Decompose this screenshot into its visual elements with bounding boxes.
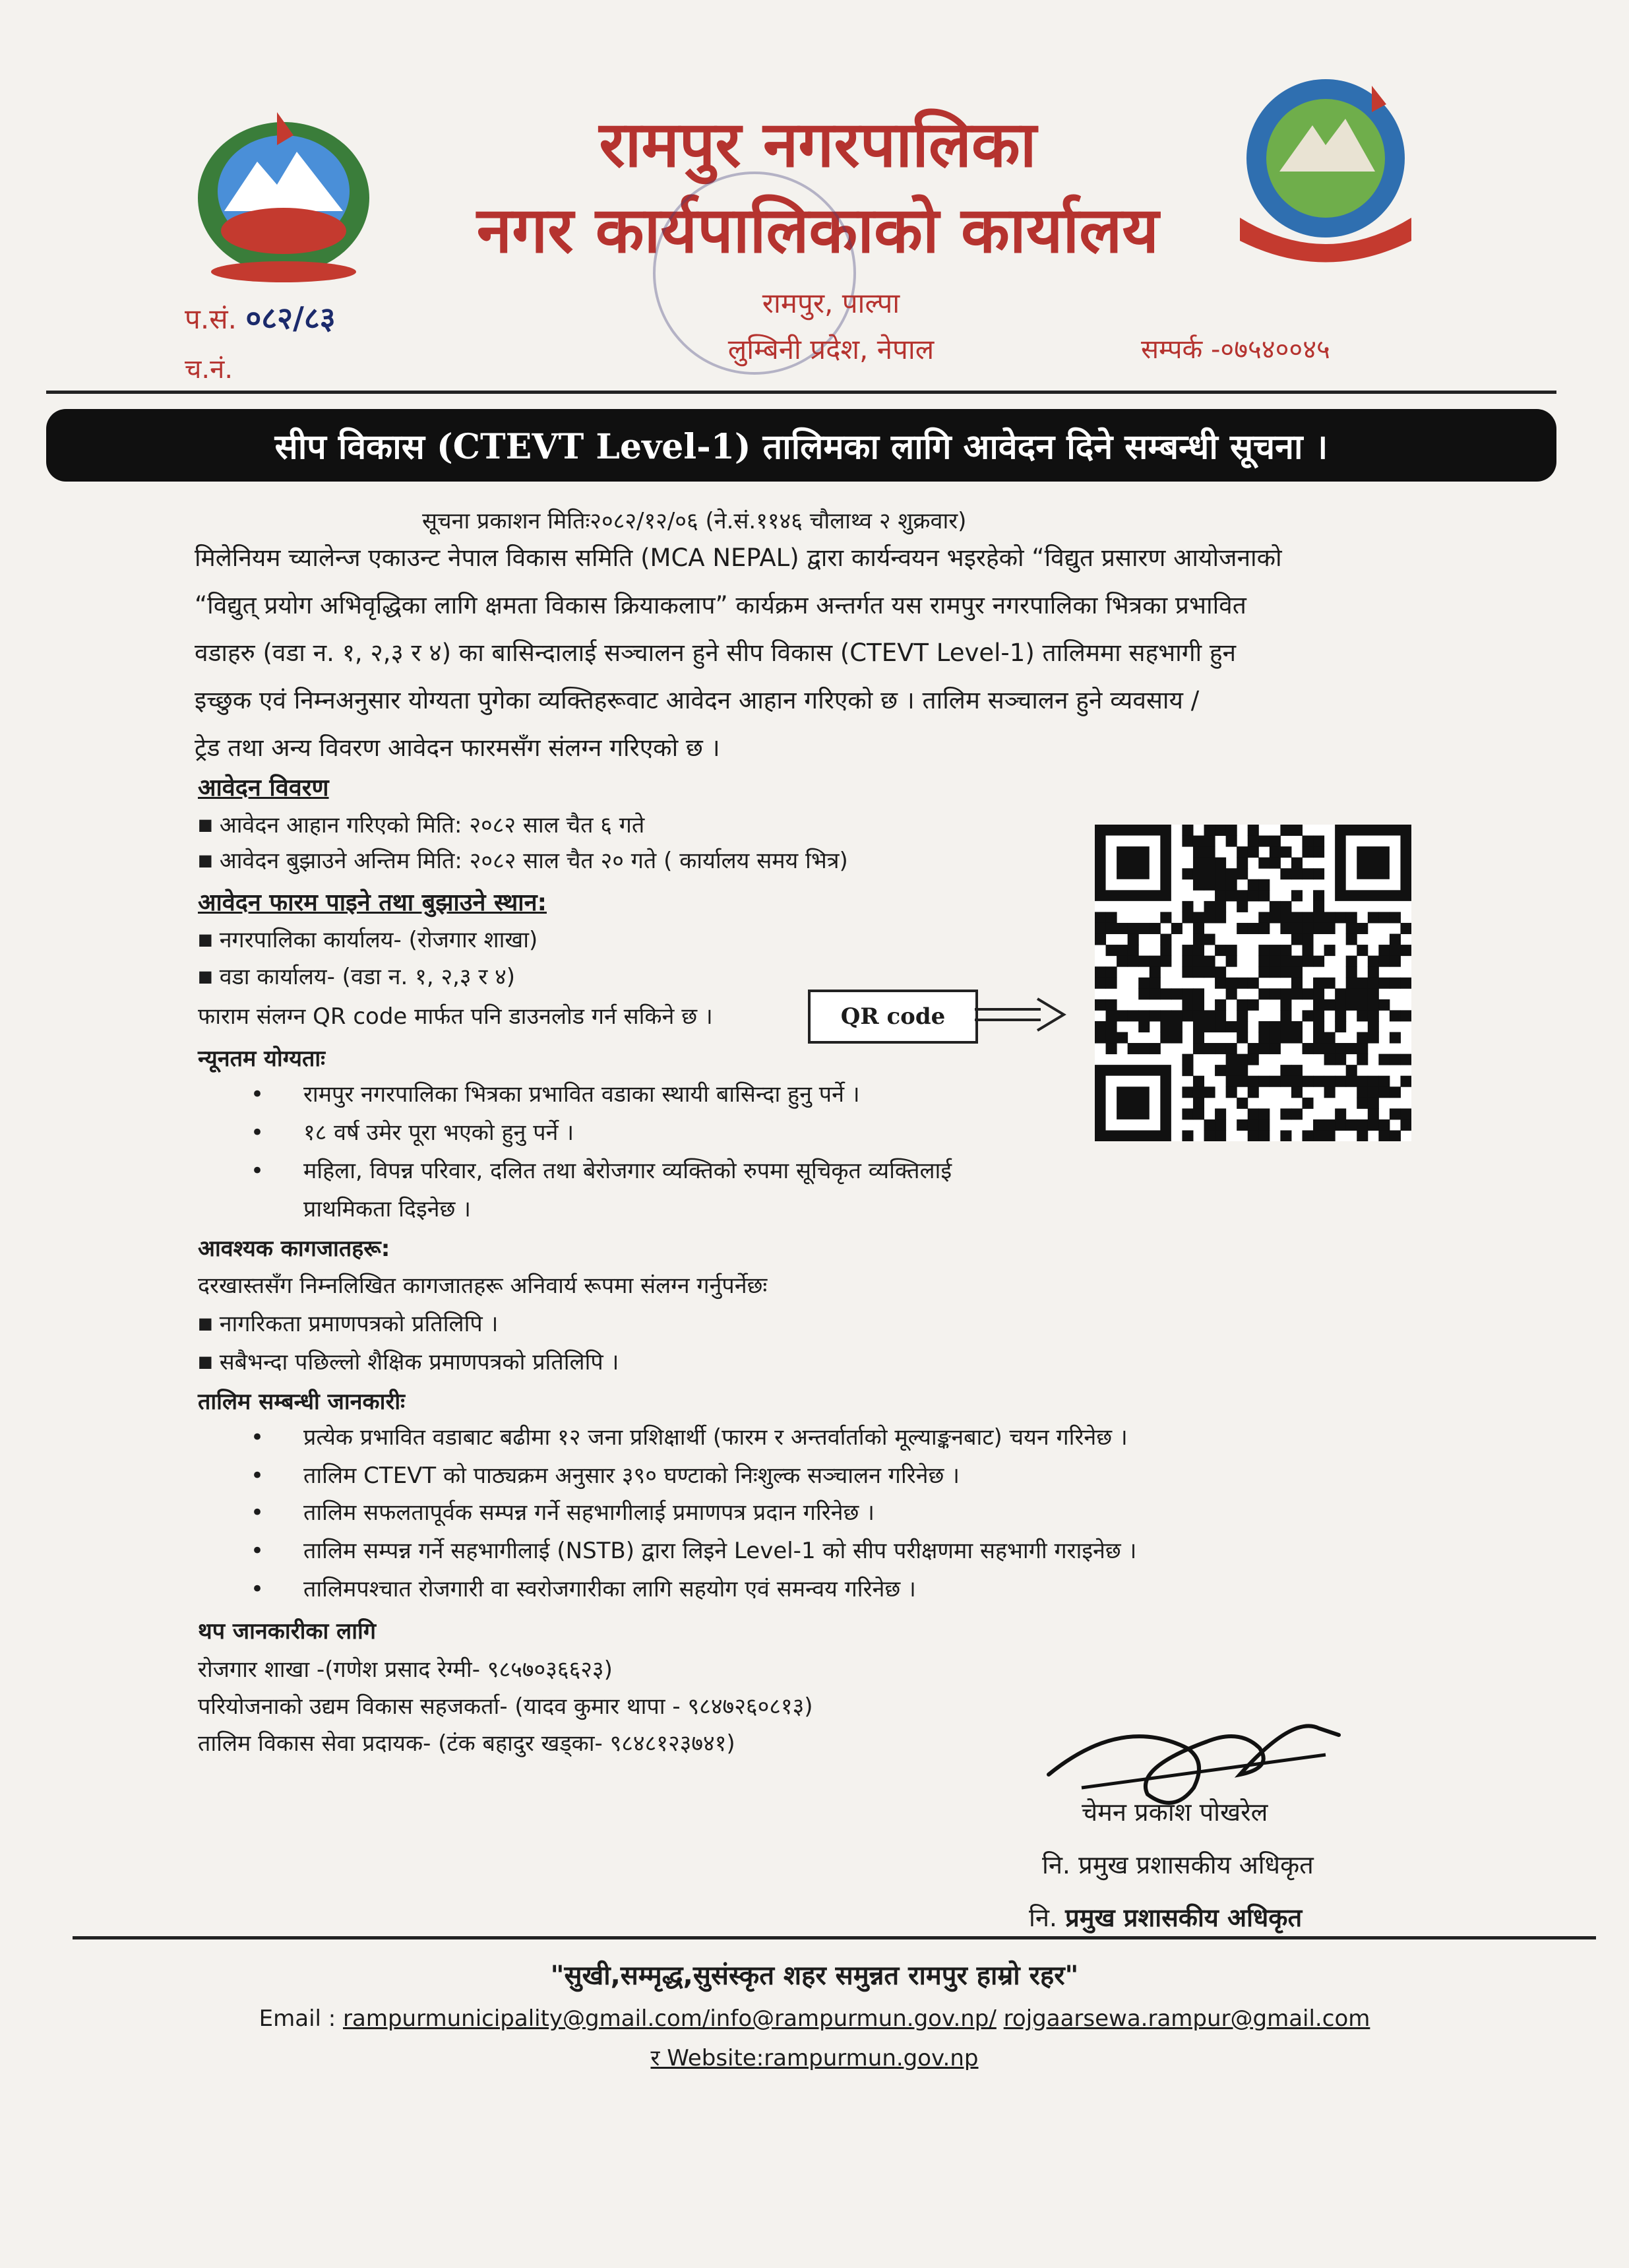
- email-line: Email : rampurmunicipality@gmail.com/info@rampurmun.gov.np/ rojgaarsewa.rampur@gmail.com: [259, 2005, 1370, 2032]
- motto: "सुखी,सम्मृद्ध,सुसंस्कृत शहर समुन्नत रामपुर हाम्रो रहर": [550, 1961, 1079, 1991]
- intro-line: इच्छुक एवं निम्नअनुसार योग्यता पुगेका व्यक्तिहरूवाट आवेदन आहान गरिएको छ । तालिम सञ्चालन हुने व्यवसाय /: [195, 686, 1200, 714]
- email-link-1[interactable]: rampurmunicipality@gmail.com/info@rampurmun.gov.np/: [343, 2005, 997, 2032]
- documents-item: ■ सबैभन्दा पछिल्लो शैक्षिक प्रमाणपत्रको प्रतिलिपि ।: [198, 1346, 619, 1376]
- org-name: रामपुर नगरपालिका: [599, 107, 1037, 181]
- notice-title: सीप विकास (CTEVT Level-1) तालिमका लागि आवेदन दिने सम्बन्धी सूचना ।: [274, 426, 1328, 467]
- arrow-right-icon: [975, 996, 1067, 1033]
- notice-title-banner: [46, 409, 1556, 482]
- office-name: नगर कार्यपालिकाको कार्यालय: [476, 193, 1159, 267]
- intro-line: ट्रेड तथा अन्य विवरण आवेदन फारमसँग संलग्न गरिएको छ ।: [195, 734, 720, 762]
- contact-item: परियोजनाको उद्यम विकास सहजकर्ता- (यादव कुमार थापा - ९८४७२६०८१३): [198, 1693, 813, 1720]
- header-divider: [46, 391, 1556, 394]
- training-heading: तालिम सम्बन्धी जानकारीः: [198, 1389, 406, 1415]
- documents-heading: आवश्यक कागजातहरू:: [198, 1236, 390, 1262]
- contact-number: सम्पर्क -०७५४००४५: [1141, 334, 1330, 365]
- contact-item: रोजगार शाखा -(गणेश प्रसाद रेग्मी- ९८५७०३६६२३): [198, 1656, 613, 1683]
- training-item: • तालिम CTEVT को पाठ्यक्रम अनुसार ३९० घण्टाको निःशुल्क सञ्चालन गरिनेछ ।: [251, 1463, 960, 1489]
- signatory-name: चेमन प्रकाश पोखरेल: [1082, 1798, 1268, 1827]
- qualification-item: • रामपुर नगरपालिका भित्रका प्रभावित वडाका स्थायी बासिन्दा हुनु पर्ने ।: [251, 1081, 860, 1108]
- website-link[interactable]: र Website:rampurmun.gov.np: [650, 2045, 979, 2071]
- contacts-heading: थप जानकारीका लागि: [198, 1618, 376, 1645]
- footer-divider: [73, 1936, 1596, 1939]
- qualification-heading: न्यूनतम योग्यताः: [198, 1046, 326, 1072]
- qualification-item-continued: प्राथमिकता दिइनेछ ।: [303, 1196, 472, 1222]
- intro-line: वडाहरु (वडा न. १, २,३ र ४) का बासिन्दालाई सञ्चालन हुने सीप विकास (CTEVT Level-1) तालिममा सहभागी हुन: [195, 639, 1237, 667]
- publication-date: सूचना प्रकाशन मितिः२०८२/१२/०६ (ने.सं.११४६ चौलाथ्व २ शुक्रवार): [422, 508, 967, 534]
- qualification-item: • महिला, विपन्न परिवार, दलित तथा बेरोजगार व्यक्तिको रुपमा सूचिकृत व्यक्तिलाई: [251, 1158, 952, 1184]
- training-item: • तालिमपश्चात रोजगारी वा स्वरोजगारीका लागि सहयोग एवं समन्वय गरिनेछ ।: [251, 1576, 916, 1602]
- signatory-stamp: नि. प्रमुख प्रशासकीय अधिकृत: [1029, 1903, 1303, 1932]
- municipality-logo-icon: [1214, 73, 1438, 264]
- documents-subheading: दरखास्तसँग निम्नलिखित कागजातहरू अनिवार्य रूपमा संलग्न गर्नुपर्नेछः: [198, 1273, 768, 1299]
- intro-line: “विद्युत् प्रयोग अभिवृद्धिका लागि क्षमता विकास क्रियाकलाप” कार्यक्रम अन्तर्गत यस रामपुर नगरपालिका भित्रका प्रभावित: [195, 591, 1246, 619]
- application-item: ■ आवेदन बुझाउने अन्तिम मिति: २०८२ साल चैत २० गते ( कार्यालय समय भित्र): [198, 844, 848, 875]
- intro-line: मिलेनियम च्यालेन्ज एकाउन्ट नेपाल विकास समिति (MCA NEPAL) द्वारा कार्यन्वयन भइरहेको “विद्युत प्रसारण आयोजनाको: [195, 544, 1282, 572]
- form-location-item: ■ नगरपालिका कार्यालय- (रोजगार शाखा): [198, 924, 538, 954]
- dispatch-number-label: च.नं.: [185, 354, 233, 385]
- form-location-item: ■ वडा कार्यालय- (वडा न. १, २,३ र ४): [198, 961, 515, 991]
- qr-code-icon[interactable]: [1095, 825, 1411, 1141]
- address-line-2: लुम्बिनी प्रदेश, नेपाल: [727, 333, 935, 365]
- intro-paragraph: [195, 534, 1434, 772]
- signatory-title: नि. प्रमुख प्रशासकीय अधिकृत: [1042, 1850, 1314, 1879]
- documents-item: ■ नागरिकता प्रमाणपत्रको प्रतिलिपि ।: [198, 1307, 498, 1338]
- address-line-1: रामपुर, पाल्पा: [762, 287, 900, 319]
- contact-item: तालिम विकास सेवा प्रदायक- (टंक बहादुर खड्का- ९८४८१२३७४१): [198, 1730, 735, 1757]
- qr-code-label: QR code: [808, 990, 978, 1044]
- reference-number: प.सं. ०८२/८३: [185, 300, 336, 336]
- training-item: • तालिम सफलतापूर्वक सम्पन्न गर्ने सहभागीलाई प्रमाणपत्र प्रदान गरिनेछ ।: [251, 1499, 875, 1526]
- application-heading: आवेदन विवरण: [198, 774, 329, 802]
- nepal-emblem-icon: [178, 99, 389, 284]
- qr-note: फाराम संलग्न QR code मार्फत पनि डाउनलोड गर्न सकिने छ ।: [198, 1003, 713, 1030]
- email-link-2[interactable]: rojgaarsewa.rampur@gmail.com: [1003, 2005, 1370, 2032]
- qualification-item: • १८ वर्ष उमेर पूरा भएको हुनु पर्ने ।: [251, 1119, 574, 1146]
- training-item: • प्रत्येक प्रभावित वडाबाट बढीमा १२ जना प्रशिक्षार्थी (फारम र अन्तर्वार्ताको मूल्याङ्कनबाट) चयन गरिनेछ ।: [251, 1424, 1128, 1451]
- training-item: • तालिम सम्पन्न गर्ने सहभागीलाई (NSTB) द्वारा लिइने Level-1 को सीप परीक्षणमा सहभागी गराइनेछ ।: [251, 1538, 1137, 1564]
- application-item: ■ आवेदन आहान गरिएको मिति: २०८२ साल चैत ६ गते: [198, 809, 644, 839]
- form-location-heading: आवेदन फारम पाइने तथा बुझाउने स्थान:: [198, 889, 547, 916]
